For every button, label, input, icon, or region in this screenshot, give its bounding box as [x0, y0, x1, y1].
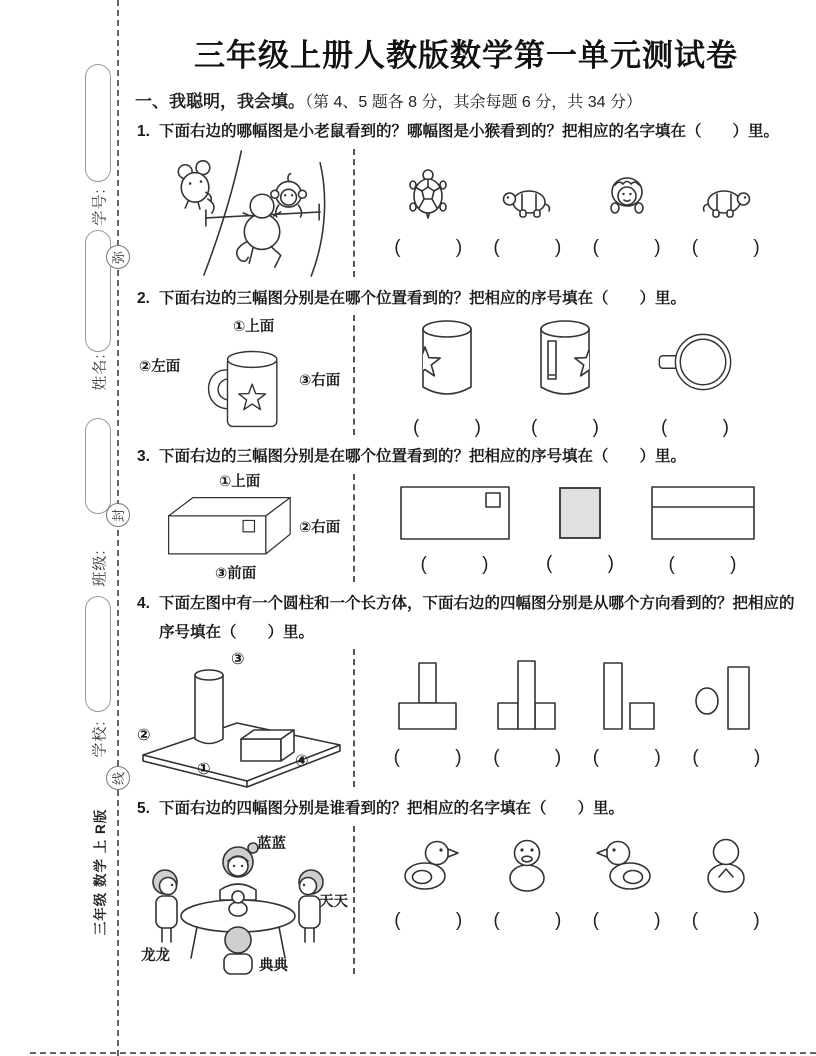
answer-blank	[692, 910, 760, 932]
paren-open: (	[592, 910, 599, 932]
paren-close: )	[722, 417, 729, 439]
seal-dashed-line-vertical	[117, 0, 119, 1056]
child-bottom-back	[224, 927, 252, 974]
q5-name-top: 蓝蓝	[257, 836, 286, 853]
paren-open: (	[661, 417, 668, 439]
paren-open: (	[393, 747, 400, 769]
side-view-separate-shapes	[592, 657, 662, 737]
question-4-number: 4.	[137, 595, 150, 613]
paren-open: (	[546, 553, 553, 575]
paren-close: )	[474, 417, 481, 439]
q2-view-right-side	[413, 313, 481, 439]
q5-view-duck-left	[593, 824, 661, 932]
q3-view-front	[651, 472, 755, 576]
q3-label-top: ①上面	[219, 474, 261, 491]
mouse	[178, 160, 214, 212]
answer-blank	[421, 554, 489, 576]
question-2-figure-row	[135, 313, 797, 437]
q5-view-duck-front	[493, 824, 561, 932]
paren-close: )	[654, 910, 661, 932]
question-2	[135, 285, 797, 438]
answer-blank	[661, 417, 729, 439]
q4-label-3-top: ③	[231, 651, 245, 669]
q5-children-around-table-figure	[135, 824, 351, 976]
seal-char-feng: 封	[106, 503, 130, 527]
question-5-number: 5.	[137, 800, 150, 818]
turtle-side-right-view	[698, 169, 754, 225]
q4-view-right	[592, 647, 662, 769]
paren-open: (	[394, 236, 401, 258]
q5-name-bottom-left: 龙龙	[141, 948, 170, 965]
paren-open: (	[413, 417, 420, 439]
q4-view-back	[492, 647, 562, 769]
duck-front-view	[495, 832, 559, 896]
q5-view-duck-right	[394, 824, 462, 932]
answer-blank	[394, 910, 462, 932]
q1-view-turtle-front	[593, 147, 661, 259]
paren-open: (	[691, 910, 699, 932]
front-view-cylinder-over-box	[393, 657, 463, 737]
question-1-text: 1. 下面右边的哪幅图是小老鼠看到的？哪幅图是小猴看到的？把相应的名字填在（ ）里。	[135, 118, 797, 147]
box-right-side-view	[559, 487, 601, 539]
paren-close: )	[730, 554, 737, 576]
paren-close: )	[455, 236, 463, 258]
q2-views	[357, 313, 797, 437]
paren-open: (	[691, 236, 699, 258]
q2-label-left: ②左面	[139, 359, 181, 376]
question-5-figure-row	[135, 824, 797, 976]
top-view-circle-and-rect	[691, 657, 761, 737]
seal-char-xian: 线	[106, 766, 130, 790]
question-1	[135, 118, 797, 279]
name-write-box	[85, 230, 111, 352]
paren-close: )	[555, 236, 562, 258]
q4-label-4-right: ④	[295, 753, 309, 771]
question-2-text: 2. 下面右边的三幅图分别是在哪个位置看到的？把相应的序号填在（ ）里。	[135, 285, 797, 314]
answer-blank	[669, 554, 737, 576]
section-heading	[135, 87, 797, 112]
figure-divider	[353, 474, 355, 582]
q2-view-left-side	[531, 313, 599, 439]
q2-view-top	[649, 313, 741, 439]
paren-close: )	[654, 236, 661, 258]
question-3-text: 3. 下面右边的三幅图分别是在哪个位置看到的？把相应的序号填在（ ）里。	[135, 443, 797, 472]
paren-open: (	[668, 554, 675, 576]
paren-open: (	[531, 417, 538, 439]
answer-blank	[493, 747, 561, 769]
q1-playground-scene-illustration	[163, 147, 363, 277]
figure-divider	[353, 315, 355, 435]
paren-close: )	[592, 417, 599, 439]
mug-top-view	[649, 321, 741, 403]
paren-open: (	[592, 747, 600, 769]
section-heading-bold: 一、我聪明，我会填。	[135, 92, 305, 111]
q4-label-2-left: ②	[137, 727, 151, 745]
q3-views	[357, 472, 797, 584]
paper-content	[135, 0, 797, 976]
turtle-on-bar	[237, 194, 281, 267]
paren-close: )	[753, 910, 760, 932]
box-front-view	[651, 486, 755, 540]
duck-back-view	[694, 832, 758, 896]
paren-close: )	[753, 236, 760, 258]
answer-blank	[692, 237, 760, 259]
paren-close: )	[455, 910, 463, 932]
answer-blank	[593, 237, 661, 259]
q3-box-figure	[135, 472, 351, 584]
test-paper-page: 学号: 弥 姓名: 封 班级: 学校: 线 三年级 数学 上 R版 三年级上册人教版数学第一单元测试卷 一、我聪明，我会填。（第 4、5 题各 8 分，其余每题 6 分，共 34 分） 1. 下面右边的哪幅图是小老鼠看到的？哪幅图是小猴看到的？把相应的名字填在（ ）里。 ( ) ( ) ( ) ( ) 2. 下面右边的三幅图分别是在哪个位置看到的？把相应的序号填在（ ）里。 ①上面 ②左面 ③右面 ( ) ( ) ( ) 3. 下面右边的三幅图分别是在哪个位置看到的？把相应的序号填在（ ）里。 ①上面 ②右面 ③前面 ( ) ( ) ( ) 4. 下面左图中有一个圆柱和一个长方体，下面右边的四幅图分别是从哪个方向看到的？把相应的序号填在（ ）里。 ③ ② ④ ① ( ) ( ) ( ) ( ) 5. 下面右边的四幅图分别是谁看到的？把相应的名字填在（ ）里。 蓝蓝 天天 龙龙 典典 ( ) ( ) ( ) ( )	[0, 0, 816, 1056]
q3-view-top	[400, 472, 510, 576]
question-3-number: 3.	[137, 448, 150, 466]
question-4-figure-row	[135, 647, 797, 789]
answer-blank	[413, 417, 481, 439]
q1-scene	[135, 147, 351, 279]
answer-blank	[394, 747, 462, 769]
q4-label-1-front: ①	[197, 761, 211, 779]
q1-view-turtle-right-side	[692, 147, 760, 259]
q5-name-bottom-right: 典典	[259, 958, 288, 975]
duck-on-table	[229, 891, 247, 916]
paren-close: )	[654, 747, 661, 769]
question-4	[135, 590, 797, 789]
q1-view-turtle-left-side	[493, 147, 561, 259]
paren-open: (	[592, 236, 599, 258]
q1-views	[357, 147, 797, 279]
q5-name-right: 天天	[319, 894, 348, 911]
figure-divider	[353, 649, 355, 787]
school-write-box	[85, 596, 111, 712]
duck-side-left-view	[595, 832, 659, 896]
question-1-number: 1.	[137, 123, 150, 140]
q4-views	[357, 647, 797, 789]
student-id-write-box	[85, 64, 111, 182]
q4-view-front	[393, 647, 463, 769]
mug-side-view-star-left	[415, 317, 479, 405]
question-1-figure-row	[135, 147, 797, 279]
answer-blank	[531, 417, 599, 439]
paren-open: (	[493, 747, 500, 769]
paren-close: )	[482, 554, 489, 576]
question-2-number: 2.	[137, 289, 150, 307]
paren-open: (	[394, 910, 401, 932]
boy-left	[153, 870, 177, 942]
q2-label-top: ①上面	[233, 319, 275, 336]
mug-side-view-handle-strip	[533, 317, 597, 405]
paren-close: )	[554, 747, 562, 769]
answer-blank	[493, 910, 561, 932]
page-title: 三年级上册人教版数学第一单元测试卷	[194, 38, 738, 73]
section-heading-note: （第 4、5 题各 8 分，其余每题 6 分，共 34 分）	[305, 94, 642, 111]
back-view-cylinder-through-box	[492, 657, 562, 737]
answer-blank	[493, 237, 561, 259]
turtle-front-view	[599, 165, 655, 221]
paren-open: (	[692, 747, 699, 769]
q3-label-right: ②右面	[299, 520, 341, 537]
q5-view-duck-back	[692, 824, 760, 932]
answer-blank	[546, 553, 614, 575]
turtle-side-left-view	[499, 169, 555, 225]
answer-blank	[593, 910, 661, 932]
paren-open: (	[493, 910, 500, 932]
question-3-figure-row	[135, 472, 797, 584]
monkey	[271, 173, 306, 216]
seal-char-mi: 弥	[106, 245, 130, 269]
duck-side-right-view	[396, 832, 460, 896]
mug-with-star-illustration	[187, 333, 305, 437]
q3-view-right	[546, 472, 614, 575]
box-top-view	[400, 486, 510, 540]
q2-mug-figure	[135, 313, 351, 437]
q1-view-turtle-top	[394, 147, 462, 259]
q4-view-top	[691, 647, 761, 769]
paren-open: (	[493, 236, 500, 258]
q5-views	[357, 824, 797, 976]
q2-label-right: ③右面	[299, 373, 341, 390]
cuboid-box-illustration	[161, 490, 313, 560]
paren-close: )	[607, 553, 614, 575]
question-4-text: 4. 下面左图中有一个圆柱和一个长方体，下面右边的四幅图分别是从哪个方向看到的？把相应的序号填在（ ）里。	[135, 590, 797, 647]
q4-solids-figure	[135, 647, 351, 789]
answer-blank	[593, 747, 661, 769]
question-5	[135, 795, 797, 976]
class-write-box	[85, 418, 111, 514]
paren-open: (	[420, 554, 427, 576]
paren-close: )	[555, 910, 562, 932]
answer-blank	[692, 747, 760, 769]
figure-divider	[353, 826, 355, 974]
paren-close: )	[754, 747, 761, 769]
question-3	[135, 443, 797, 584]
paren-close: )	[455, 747, 462, 769]
q3-label-front: ③前面	[215, 566, 257, 583]
answer-blank	[394, 237, 462, 259]
page-bottom-dashed-line	[30, 1052, 816, 1054]
question-5-text: 5. 下面右边的四幅图分别是谁看到的？把相应的名字填在（ ）里。	[135, 795, 797, 824]
turtle-top-view	[400, 165, 456, 221]
